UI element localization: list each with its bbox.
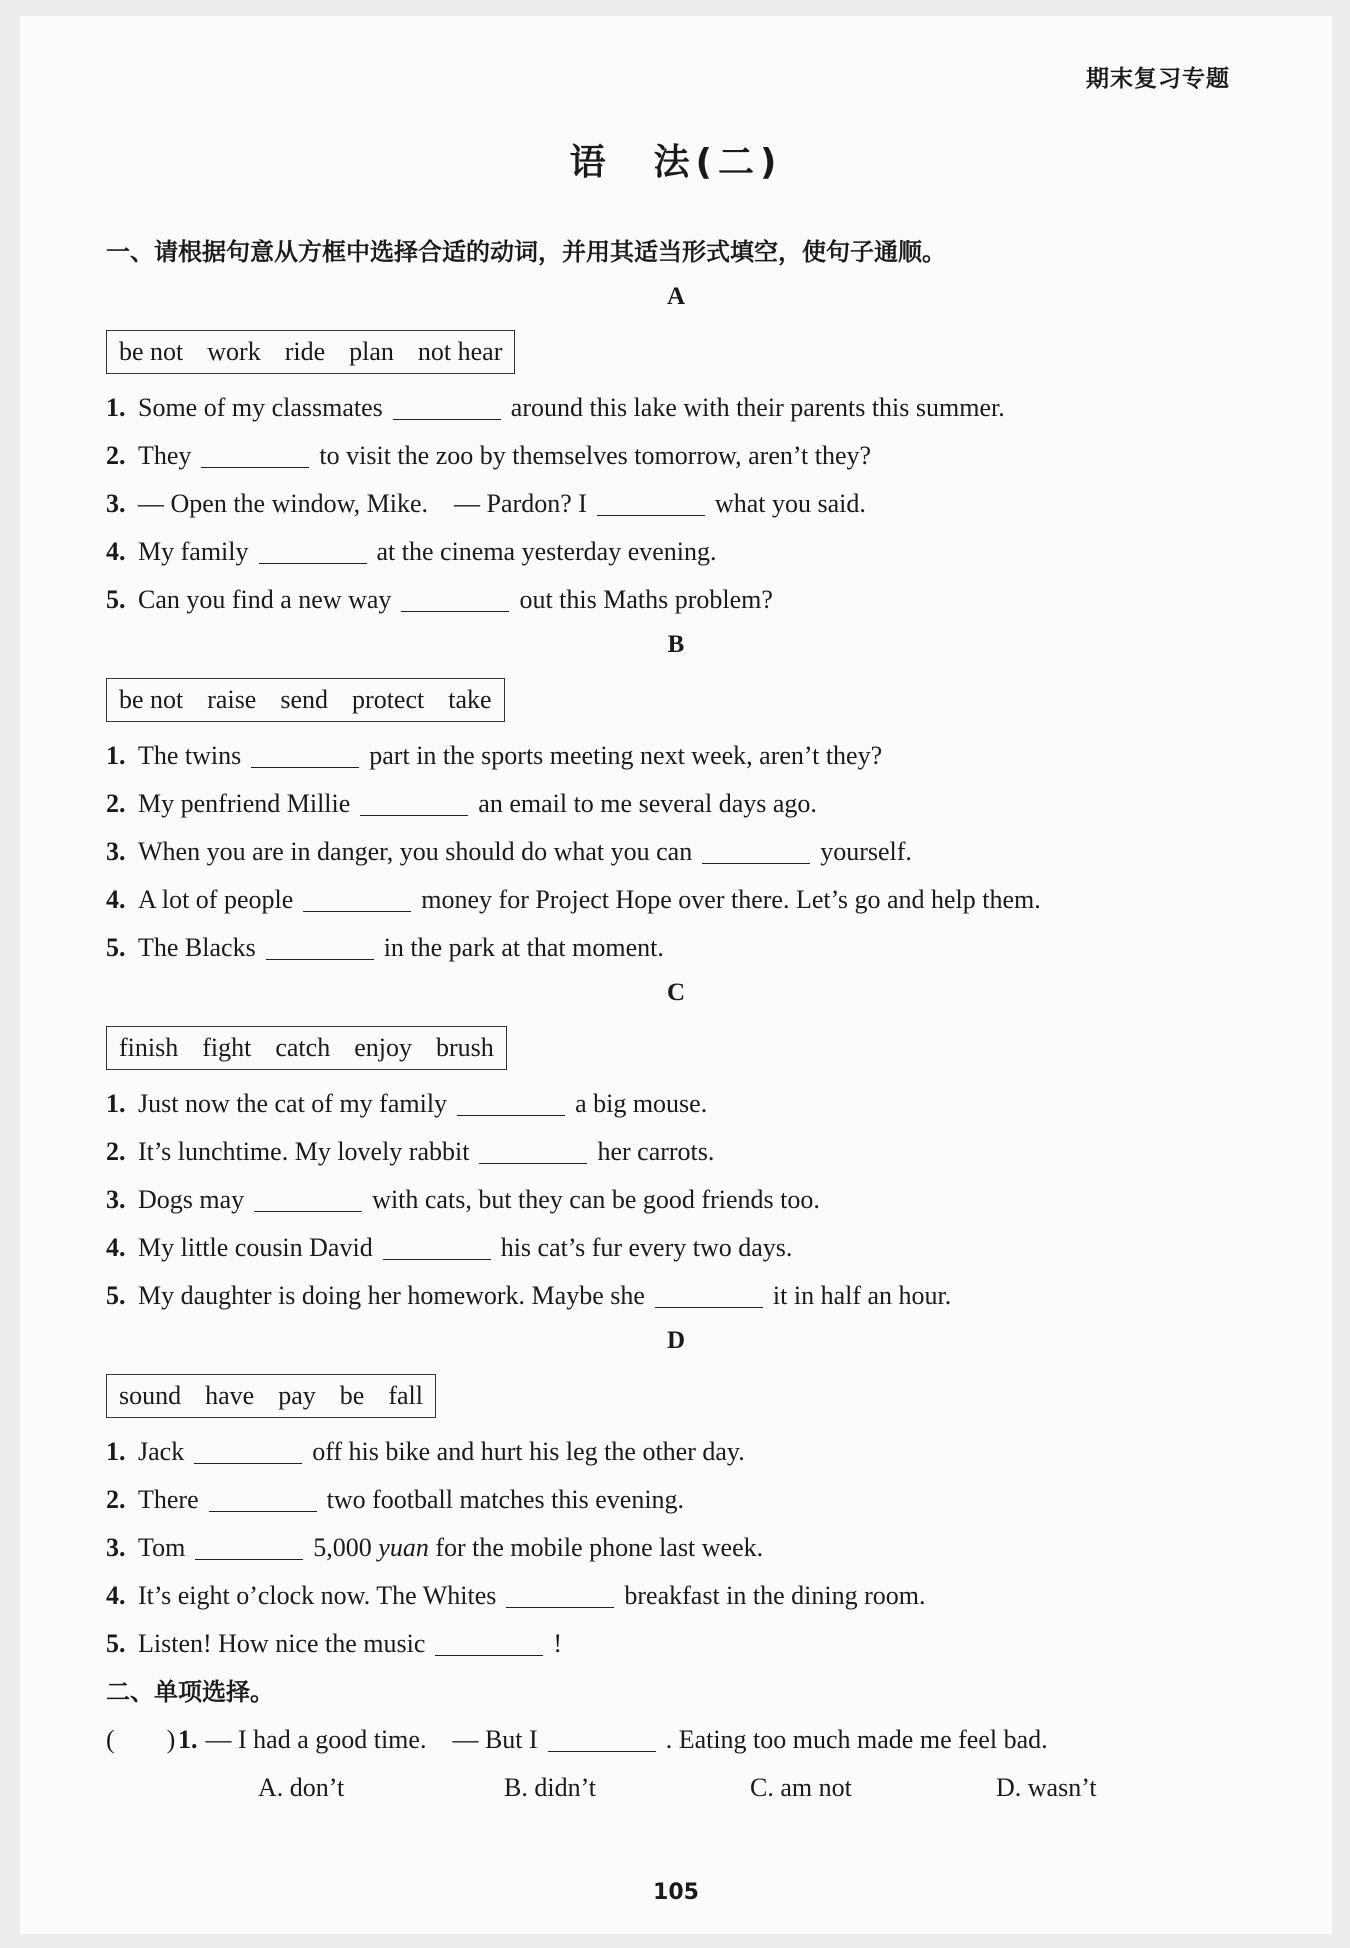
word-option: enjoy [354,1033,412,1062]
question-number: 2. [106,1137,126,1166]
question-row [106,1428,1246,1476]
question-number: 4. [106,1233,126,1262]
answer-paren[interactable]: ( ) [106,1725,176,1754]
word-option: not hear [417,337,503,366]
question-number: 2. [106,1485,126,1514]
option-b[interactable]: B. didn’t [504,1773,596,1802]
question-row [106,480,1246,528]
answer-blank[interactable] [254,1210,362,1212]
mc-question-after: . Eating too much made me feel bad. [665,1725,1048,1754]
content [106,228,1246,1812]
answer-blank[interactable] [435,1654,543,1656]
answer-blank[interactable] [393,418,501,420]
answer-blank[interactable] [457,1114,565,1116]
question-text-before: Some of my classmates [138,393,383,422]
page-number: 105 [653,1880,699,1905]
question-text-before: My family [138,537,249,566]
question-number: 2. [106,441,126,470]
answer-blank[interactable] [259,562,367,564]
question-row [106,1272,1246,1320]
answer-blank[interactable] [201,466,309,468]
answer-blank[interactable] [209,1510,317,1512]
word-box [106,1374,436,1418]
option-a[interactable]: A. don’t [258,1773,345,1802]
question-row [106,528,1246,576]
question-number: 3. [106,1533,126,1562]
word-option: fall [388,1381,423,1410]
question-text-before: My penfriend Millie [138,789,351,818]
question-text-before: A lot of people [138,885,294,914]
word-option: take [448,685,492,714]
question-text-before: Jack [138,1437,185,1466]
question-row [106,1080,1246,1128]
question-number: 3. [106,1185,126,1214]
question-row [106,1620,1246,1668]
section1-parts [106,276,1246,1668]
answer-blank[interactable] [597,514,705,516]
mc-options [106,1764,1246,1812]
part-label: B [667,631,685,658]
question-text-after: his cat’s fur every two days. [500,1233,793,1262]
question-text-before: It’s eight o’clock now. The Whites [138,1581,497,1610]
question-row [106,1224,1246,1272]
word-option: be not [119,685,184,714]
word-option: have [205,1381,255,1410]
answer-blank[interactable] [360,814,468,816]
question-text-after: to visit the zoo by themselves tomorrow, aren’t they? [319,441,872,470]
option-c[interactable]: C. am not [750,1773,852,1802]
question-row [106,828,1246,876]
answer-blank[interactable] [401,610,509,612]
question-text-before: — Open the window, Mike. — Pardon? I [138,489,587,518]
answer-blank[interactable] [655,1306,763,1308]
word-option: be not [119,337,184,366]
question-text-after: money for Project Hope over there. Let’s go and help them. [421,885,1041,914]
question-number: 4. [106,1581,126,1610]
question-text-before: There [138,1485,199,1514]
page-title: 语 法(二) [569,142,783,183]
part-label: D [666,1327,686,1354]
question-text-after: breakfast in the dining room. [624,1581,926,1610]
question-text-before: Listen! How nice the music [138,1629,426,1658]
word-option: plan [349,337,394,366]
question-number: 5. [106,585,126,614]
question-text-after: an email to me several days ago. [478,789,817,818]
question-text-before: Can you find a new way [138,585,392,614]
answer-blank[interactable] [251,766,359,768]
question-number: 2. [106,789,126,818]
answer-blank[interactable] [383,1258,491,1260]
question-row [106,1524,1246,1572]
question-number: 1. [106,1089,126,1118]
part-label: A [666,283,686,310]
question-text-after: yourself. [820,837,912,866]
answer-blank[interactable] [702,862,810,864]
word-option: fight [202,1033,252,1062]
question-text-after: what you said. [714,489,866,518]
header-tag: 期末复习专题 [1086,66,1230,92]
question-number: 1. [106,1437,126,1466]
word-option: catch [275,1033,331,1062]
answer-blank[interactable] [479,1162,587,1164]
question-row [106,924,1246,972]
question-text-before: My little cousin David [138,1233,373,1262]
word-option: ride [284,337,326,366]
question-number: 1. [106,741,126,770]
option-d[interactable]: D. wasn’t [996,1773,1097,1802]
question-text-before: When you are in danger, you should do what you can [138,837,693,866]
answer-blank[interactable] [506,1606,614,1608]
question-text-after: at the cinema yesterday evening. [376,537,717,566]
mc-question [106,1716,1246,1764]
word-option: send [280,685,329,714]
question-text-after: ! [553,1629,563,1658]
word-option: pay [278,1381,316,1410]
question-row [106,576,1246,624]
word-box [106,330,515,374]
word-option: work [207,337,261,366]
question-number: 5. [106,1629,126,1658]
word-option: sound [119,1381,182,1410]
question-row [106,1572,1246,1620]
answer-blank[interactable] [266,958,374,960]
question-text-after: it in half an hour. [772,1281,952,1310]
mc-answer-blank[interactable] [548,1750,656,1752]
question-text-after: her carrots. [597,1137,715,1166]
question-row [106,732,1246,780]
question-row [106,876,1246,924]
question-text-after: around this lake with their parents this summer. [510,393,1005,422]
question-number: 4. [106,537,126,566]
question-number: 5. [106,1281,126,1310]
question-number: 5. [106,933,126,962]
question-text-before: It’s lunchtime. My lovely rabbit [138,1137,470,1166]
question-row [106,1128,1246,1176]
part-label: C [666,979,686,1006]
question-text-after: off his bike and hurt his leg the other day. [312,1437,745,1466]
section2-heading: 二、单项选择。 [106,1678,274,1706]
page [20,16,1332,1934]
word-option: brush [435,1033,494,1062]
question-text-after: part in the sports meeting next week, aren’t they? [369,741,883,770]
word-option: protect [352,685,425,714]
mc-question-number: 1. [178,1725,198,1754]
question-number: 1. [106,393,126,422]
answer-blank[interactable] [194,1462,302,1464]
question-text-after: with cats, but they can be good friends too. [372,1185,820,1214]
question-text-after: a big mouse. [575,1089,708,1118]
question-row [106,1176,1246,1224]
question-text-before: My daughter is doing her homework. Maybe she [138,1281,645,1310]
question-row [106,1476,1246,1524]
question-text-before: They [138,441,192,470]
question-text-before: The twins [138,741,242,770]
answer-blank[interactable] [303,910,411,912]
question-number: 3. [106,837,126,866]
question-text-before: Tom [138,1533,186,1562]
word-option: raise [207,685,257,714]
word-option: be [339,1381,365,1410]
mc-question-before: — I had a good time. — But I [205,1725,538,1754]
question-text-after: two football matches this evening. [326,1485,685,1514]
question-row [106,384,1246,432]
word-option: finish [119,1033,179,1062]
section1-heading: 一、请根据句意从方框中选择合适的动词，并用其适当形式填空，使句子通顺。 [106,238,946,266]
question-row [106,780,1246,828]
question-number: 4. [106,885,126,914]
answer-blank[interactable] [195,1558,303,1560]
word-box [106,1026,507,1070]
question-row [106,432,1246,480]
question-text-before: Just now the cat of my family [138,1089,448,1118]
question-number: 3. [106,489,126,518]
question-text-before: The Blacks [138,933,256,962]
question-text-after: out this Maths problem? [519,585,773,614]
question-text-before: Dogs may [138,1185,245,1214]
question-text-after: 5,000 yuan for the mobile phone last week. [313,1533,764,1562]
question-text-after: in the park at that moment. [383,933,664,962]
word-box [106,678,505,722]
